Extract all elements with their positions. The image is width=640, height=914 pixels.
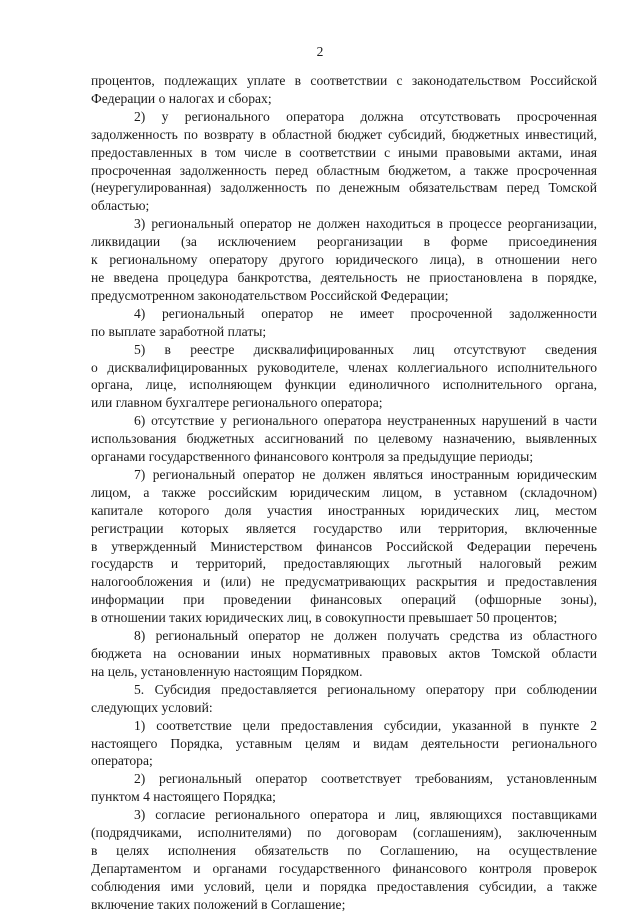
text-line: на цель, установленную настоящим Порядком.	[91, 663, 363, 679]
text-line: 5. Субсидия предоставляется региональному оператору при соблюдении	[134, 681, 597, 697]
text-line: 7) региональный оператор не должен являться иностранным юридическим	[134, 466, 597, 482]
text-line: процентов, подлежащих уплате в соответствии с законодательством Российской	[91, 73, 597, 88]
text-line: областью;	[91, 198, 150, 214]
text-line: органа, лице, исполняющем функции единоличного исполнительного органа,	[91, 377, 597, 393]
text-line: Департаментом и органами государственного финансового контроля проверок	[91, 860, 597, 876]
text-line: или главном бухгалтере регионального оператора;	[91, 395, 383, 411]
text-line: по выплате заработной платы;	[91, 323, 267, 339]
text-line: 3) согласие регионального оператора и лиц, являющихся поставщиками	[134, 807, 597, 823]
text-line: в утвержденный Министерством финансов Российской Федерации перечень	[91, 538, 597, 554]
text-line: лицом, а также российским юридическим лицом, в уставном (складочном)	[91, 484, 597, 500]
document-body	[91, 72, 597, 914]
text-line: 8) региональный оператор не должен получать средства из областного	[134, 628, 597, 644]
text-line: соблюдения ими условий, цели и порядка предоставления субсидии, а также	[91, 878, 597, 894]
text-line: бюджета на основании иных нормативных правовых актов Томской области	[91, 646, 597, 661]
text-line: просроченная задолженность перед областным бюджетом, а также просроченная	[91, 162, 597, 178]
text-line: включение таких положений в Соглашение;	[91, 896, 346, 912]
text-line: предусмотренном законодательством Российской Федерации;	[91, 287, 449, 303]
text-line: (подрядчиками, исполнителями) по договорам (соглашениям), заключенным	[91, 825, 597, 841]
text-line: следующих условий:	[91, 699, 213, 715]
text-line: в отношении таких юридических лиц, в совокупности превышает 50 процентов;	[91, 610, 558, 626]
text-line: не введена процедура банкротства, деятельность не приостановлена в порядке,	[91, 269, 597, 285]
text-line: информации при проведении финансовых операций (офшорные зоны),	[91, 592, 597, 608]
text-line: использования бюджетных ассигнований по целевому назначению, выявленных	[91, 431, 597, 447]
text-line: 6) отсутствие у регионального оператора неустраненных нарушений в части	[134, 413, 597, 429]
text-line: 4) региональный оператор не имеет просроченной задолженности	[134, 305, 597, 321]
text-line: задолженность по возврату в областной бюджет субсидий, бюджетных инвестиций,	[91, 126, 597, 142]
text-line: предоставленных в том числе в соответствии с иными правовыми актами, иная	[91, 144, 597, 160]
text-line: ликвидации (за исключением реорганизации в форме присоединения	[91, 234, 597, 250]
text-line: органами государственного финансового контроля за предыдущие периоды;	[91, 449, 534, 465]
text-line: пунктом 4 настоящего Порядка;	[91, 789, 276, 805]
text-line: Федерации о налогах и сборах;	[91, 90, 272, 106]
text-line: оператора;	[91, 753, 153, 769]
text-line: к региональному оператору другого юридического лица), в отношении него	[91, 252, 597, 268]
text-line: 1) соответствие цели предоставления субсидии, указанной в пункте 2	[134, 717, 597, 733]
text-line: налогообложения и (или) не предусматривающих раскрытия и предоставления	[91, 574, 597, 590]
text-line: капитале которого доля участия иностранных юридических лиц, местом	[91, 502, 597, 518]
text-line: 3) региональный оператор не должен находиться в процессе реорганизации,	[134, 216, 597, 232]
text-line: регистрации которых является государство или территория, включенные	[91, 520, 597, 536]
text-line: (неурегулированная) задолженность по денежным обязательствам перед Томской	[91, 180, 597, 196]
text-line: государств и территорий, предоставляющих льготный налоговый режим	[91, 556, 597, 572]
text-line: в целях исполнения обязательств по Соглашению, на осуществление	[91, 842, 597, 858]
text-line: 5) в реестре дисквалифицированных лиц отсутствуют сведения	[134, 341, 597, 357]
page-number: 2	[316, 44, 324, 59]
text-line: 2) региональный оператор соответствует требованиям, установленным	[134, 771, 597, 787]
text-line: о дисквалифицированных руководителе, членах коллегиального исполнительного	[91, 359, 597, 375]
text-line: 2) у регионального оператора должна отсутствовать просроченная	[134, 108, 597, 124]
text-line: настоящего Порядка, уставным целям и видам деятельности регионального	[91, 735, 597, 751]
